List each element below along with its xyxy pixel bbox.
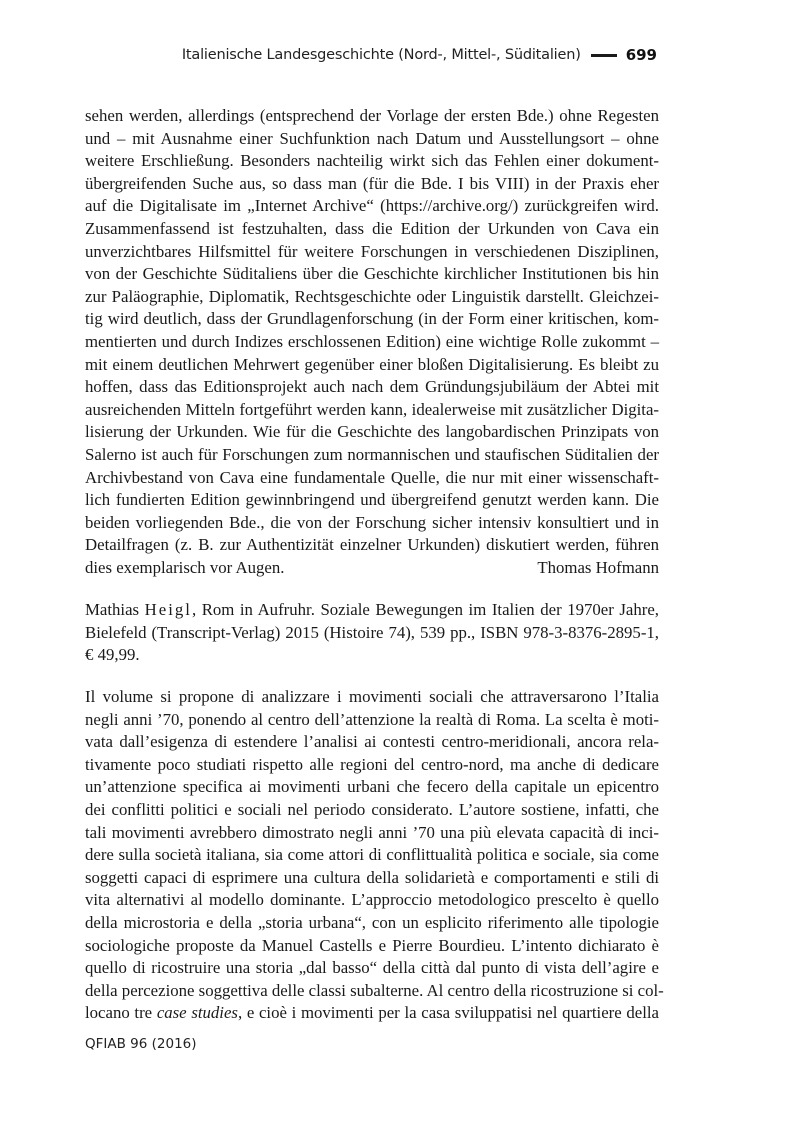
book-price: € 49,99.: [85, 645, 140, 665]
text-line: vita alternativi al modello dominante. L’approccio metodologico prescelto è quello: [85, 890, 659, 910]
page-header: [182, 44, 657, 66]
text-line: quello di ricostruire una storia „dal basso“ della città dal punto di vista dell’agire e: [85, 958, 659, 978]
text-line: un’attenzione specifica ai movimenti urbani che fecero della capitale un epicentro: [85, 777, 659, 797]
text-line: dies exemplarisch vor Augen.: [85, 557, 285, 577]
text-line: della microstoria e della „storia urbana“, con un esplicito riferimento alle tipologie: [85, 912, 659, 932]
text-line: Salerno ist auch für Forschungen zum normannischen und staufischen Süditalien der: [85, 444, 659, 464]
text-line: weitere Erschließung. Besonders nachteilig wirkt sich das Fehlen einer dokument-: [85, 151, 659, 171]
running-title: Italienische Landesgeschichte (Nord-, Mittel-, Süditalien): [181, 47, 581, 63]
text-line: Zusammenfassend ist festzuhalten, dass die Edition der Urkunden von Cava ein: [85, 218, 659, 238]
text-line: dere sulla società italiana, sia come attori di conflittualità politica e sociale, sia come: [85, 845, 659, 865]
text-line: Archivbestand von Cava eine fundamentale Quelle, die nur mit einer wissenschaft-: [85, 467, 659, 487]
text-line: und – mit Ausnahme einer Suchfunktion nach Datum und Ausstellungsort – ohne: [85, 128, 659, 148]
text-line: auf die Digitalisate im „Internet Archive“ (https://archive.org/) zurückgreifen wird.: [85, 196, 659, 216]
reviewer-name: Thomas Hofmann: [537, 557, 659, 577]
text-line: mit einem deutlichen Mehrwert gegenüber einer bloßen Digitalisierung. Es bleibt zu: [85, 354, 659, 374]
page-number: 699: [625, 46, 657, 64]
citation-line: [85, 599, 659, 622]
text-line: vata dall’esigenza di estendere l’analisi ai contesti centro-meridionali, ancora rela-: [85, 732, 659, 752]
text-line: negli anni ’70, ponendo al centro dell’attenzione la realtà di Roma. La scelta è moti-: [85, 709, 659, 729]
text-line: zur Paläographie, Diplomatik, Rechtsgeschichte oder Linguistik darstellt. Gleichzei-: [85, 286, 659, 306]
text-line: ausreichenden Mitteln fortgeführt werden kann, idealerweise mit zusätzlicher Digita-: [85, 399, 659, 419]
review-text: [85, 686, 664, 1025]
journal-footer: QFIAB 96 (2016): [85, 1036, 197, 1052]
italic-term: case studies: [156, 1003, 238, 1023]
text-line: von der Geschichte Süditaliens über die Geschichte kirchlicher Institutionen bis hin: [85, 264, 659, 284]
text-line: soggetti capaci di esprimere una cultura della solidarietà e comportamenti e stili di: [85, 867, 659, 887]
text-line: dei conflitti politici e sociali nel periodo considerato. L’autore sostiene, infatti, che: [85, 799, 659, 819]
text-line: lich fundierten Edition gewinnbringend und übergreifend genutzt werden kann. Die: [85, 490, 659, 510]
closing-line: [85, 557, 659, 580]
text-line: unverzichtbares Hilfsmittel für weitere Forschungen in verschiedenen Disziplinen,: [85, 241, 659, 261]
text-line: mentierten und durch Indizes erschlossenen Edition) eine wichtige Rolle zukommt –: [85, 331, 659, 351]
book-title: , Rom in Aufruhr. Soziale Bewegungen im Italien der 1970er Jahre,: [191, 600, 659, 619]
text-fragment: locano tre: [85, 1003, 157, 1023]
text-line: beiden vorliegenden Bde., die von der Forschung sicher intensiv konsultiert und in: [85, 512, 659, 532]
text-line: Il volume si propone di analizzare i movimenti sociali che attraversarono l’Italia: [85, 687, 659, 706]
text-line: lisierung der Urkunden. Wie für die Geschichte des langobardischen Prinzipats von: [85, 422, 659, 442]
text-line: tali movimenti avrebbero dimostrato negli anni ’70 una più elevata capacità di inci-: [85, 822, 659, 842]
review-continuation: [85, 105, 659, 579]
header-rule: [591, 54, 617, 57]
text-line: Detailfragen (z. B. zur Authentizität einzelner Urkunden) diskutiert werden, führen: [85, 535, 659, 555]
text-fragment: , e cioè i movimenti per la casa sviluppatisi nel quartiere della: [237, 1003, 659, 1023]
text-line: sociologiche proposte da Manuel Castells e Pierre Bourdieu. L’intento dichiarato è: [85, 935, 659, 955]
text-line: hoffen, dass das Editionsprojekt auch nach dem Gründungsjubiläum der Abtei mit: [85, 377, 659, 397]
author-first-name: Mathias: [85, 600, 140, 619]
text-line: tig wird deutlich, dass der Grundlagenforschung (in der Form einer kritischen, kom-: [85, 309, 659, 329]
text-line: della percezione soggettiva delle classi subalterne. Al centro della ricostruzione si col-: [85, 980, 664, 1000]
book-citation: [85, 599, 659, 667]
text-line: übergreifenden Suche aus, so dass man (für die Bde. I bis VIII) in der Praxis eher: [85, 173, 659, 193]
text-line: tivamente poco studiati rispetto alle regioni del centro-nord, ma anche di dedicare: [85, 754, 659, 774]
citation-line: Bielefeld (Transcript-Verlag) 2015 (Histoire 74), 539 pp., ISBN 978-3-8376-2895-1,: [85, 622, 659, 642]
text-line: [85, 1002, 659, 1025]
text-line: sehen werden, allerdings (entsprechend der Vorlage der ersten Bde.) ohne Regesten: [85, 106, 659, 125]
author-last-name: Heigl: [144, 600, 192, 619]
